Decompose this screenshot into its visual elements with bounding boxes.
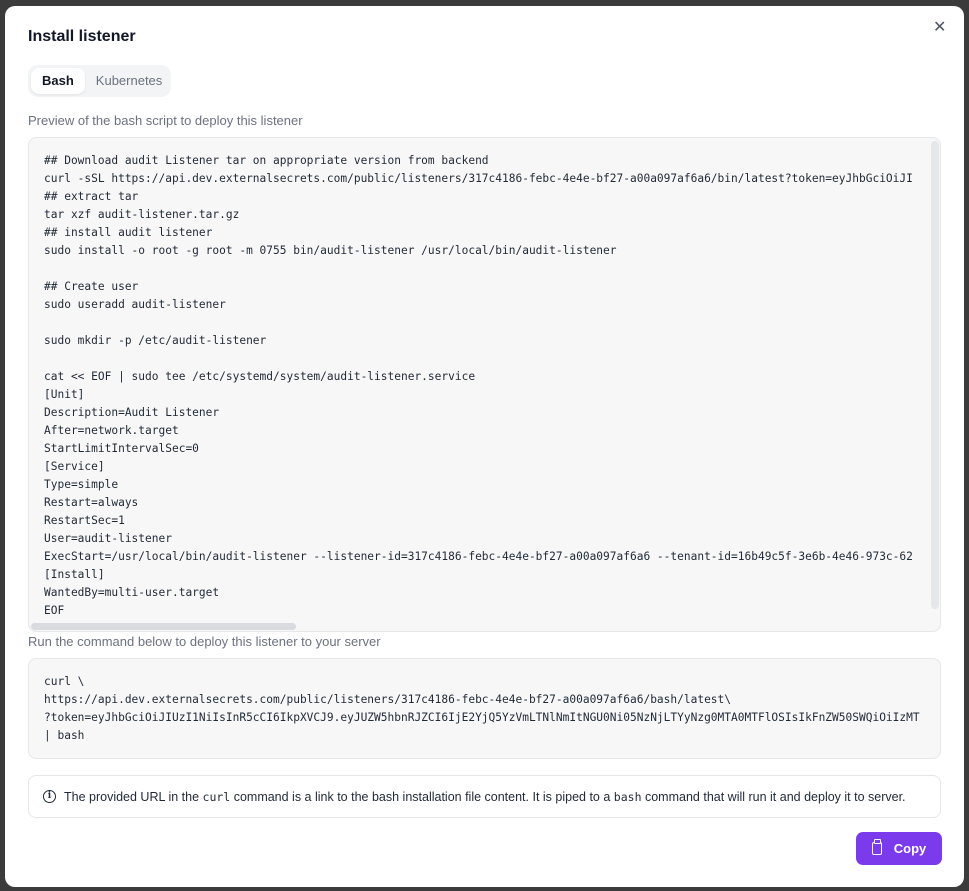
- info-code-bash: bash: [613, 789, 642, 804]
- script-line: ## extract tar: [44, 190, 139, 203]
- command-line: | bash: [44, 729, 85, 742]
- script-line: Description=Audit Listener: [44, 406, 220, 419]
- command-line: ?token=eyJhbGciOiJIUzI1NiIsInR5cCI6IkpXVCJ9.eyJUZW5hbnRJZCI6IjE2YjQ5YzVmLTNlNmItNGU0Ni05NzNjLTYyNzg0MTA0MTFlOSIsIkFnZW50SWQiOiIzMT: [44, 711, 920, 724]
- script-line: sudo useradd audit-listener: [44, 298, 226, 311]
- script-line: [44, 260, 940, 278]
- info-text: [64, 790, 906, 804]
- copy-label: Copy: [893, 841, 927, 856]
- script-line: WantedBy=multi-user.target: [44, 586, 220, 599]
- clipboard-icon: [872, 842, 882, 855]
- info-text-part: command that will run it and deploy it to server.: [644, 789, 906, 804]
- script-line: StartLimitIntervalSec=0: [44, 442, 199, 455]
- info-box: [28, 775, 941, 818]
- close-icon[interactable]: ✕: [933, 19, 947, 36]
- info-text-part: command is a link to the bash installation file content. It is piped to a: [233, 789, 611, 804]
- command-label: Run the command below to deploy this listener to your server: [28, 634, 381, 649]
- tab-group: [28, 65, 171, 97]
- script-preview-label: Preview of the bash script to deploy this listener: [28, 113, 303, 128]
- script-line: [44, 350, 940, 368]
- command-line: https://api.dev.externalsecrets.com/public/listeners/317c4186-febc-4e4e-bf27-a00a097af6a6/bash/latest\: [44, 693, 732, 706]
- script-line: [Service]: [44, 460, 105, 473]
- script-line: [Unit]: [44, 388, 85, 401]
- command-line: curl \: [44, 675, 85, 688]
- vertical-scrollbar[interactable]: [931, 141, 939, 609]
- script-preview-code[interactable]: [28, 137, 941, 632]
- copy-button[interactable]: [856, 832, 942, 865]
- install-listener-modal: [5, 6, 964, 887]
- script-line: tar xzf audit-listener.tar.gz: [44, 208, 240, 221]
- script-line: ## Create user: [44, 280, 139, 293]
- script-line: sudo install -o root -g root -m 0755 bin/audit-listener /usr/local/bin/audit-listener: [44, 244, 617, 257]
- tab-kubernetes[interactable]: Kubernetes: [95, 73, 163, 88]
- horizontal-scrollbar[interactable]: [31, 623, 296, 630]
- command-code[interactable]: [28, 658, 941, 759]
- script-line: sudo mkdir -p /etc/audit-listener: [44, 334, 267, 347]
- script-line: Type=simple: [44, 478, 119, 491]
- modal-title: Install listener: [28, 28, 136, 45]
- info-code-curl: curl: [202, 789, 231, 804]
- script-line: [Install]: [44, 568, 105, 581]
- script-line: ExecStart=/usr/local/bin/audit-listener --listener-id=317c4186-febc-4e4e-bf27-a00a097af6a6 --tenant-id=16b49c5f-3e6b-4e46-973c-62: [44, 550, 913, 563]
- tab-bash[interactable]: Bash: [31, 68, 85, 94]
- script-line: User=audit-listener: [44, 532, 172, 545]
- info-text-part: The provided URL in the: [64, 789, 200, 804]
- script-line: Restart=always: [44, 496, 139, 509]
- script-line: EOF: [44, 604, 65, 617]
- script-line: ## Download audit Listener tar on appropriate version from backend: [44, 154, 489, 167]
- info-icon: i: [43, 790, 56, 803]
- script-line: [44, 314, 940, 332]
- script-line: RestartSec=1: [44, 514, 125, 527]
- script-line: cat << EOF | sudo tee /etc/systemd/system/audit-listener.service: [44, 370, 476, 383]
- script-line: After=network.target: [44, 424, 179, 437]
- script-line: ## install audit listener: [44, 226, 213, 239]
- script-line: curl -sSL https://api.dev.externalsecrets.com/public/listeners/317c4186-febc-4e4e-bf27-a00a097af6a6/bin/latest?token=eyJhbGciOiJI: [44, 172, 913, 185]
